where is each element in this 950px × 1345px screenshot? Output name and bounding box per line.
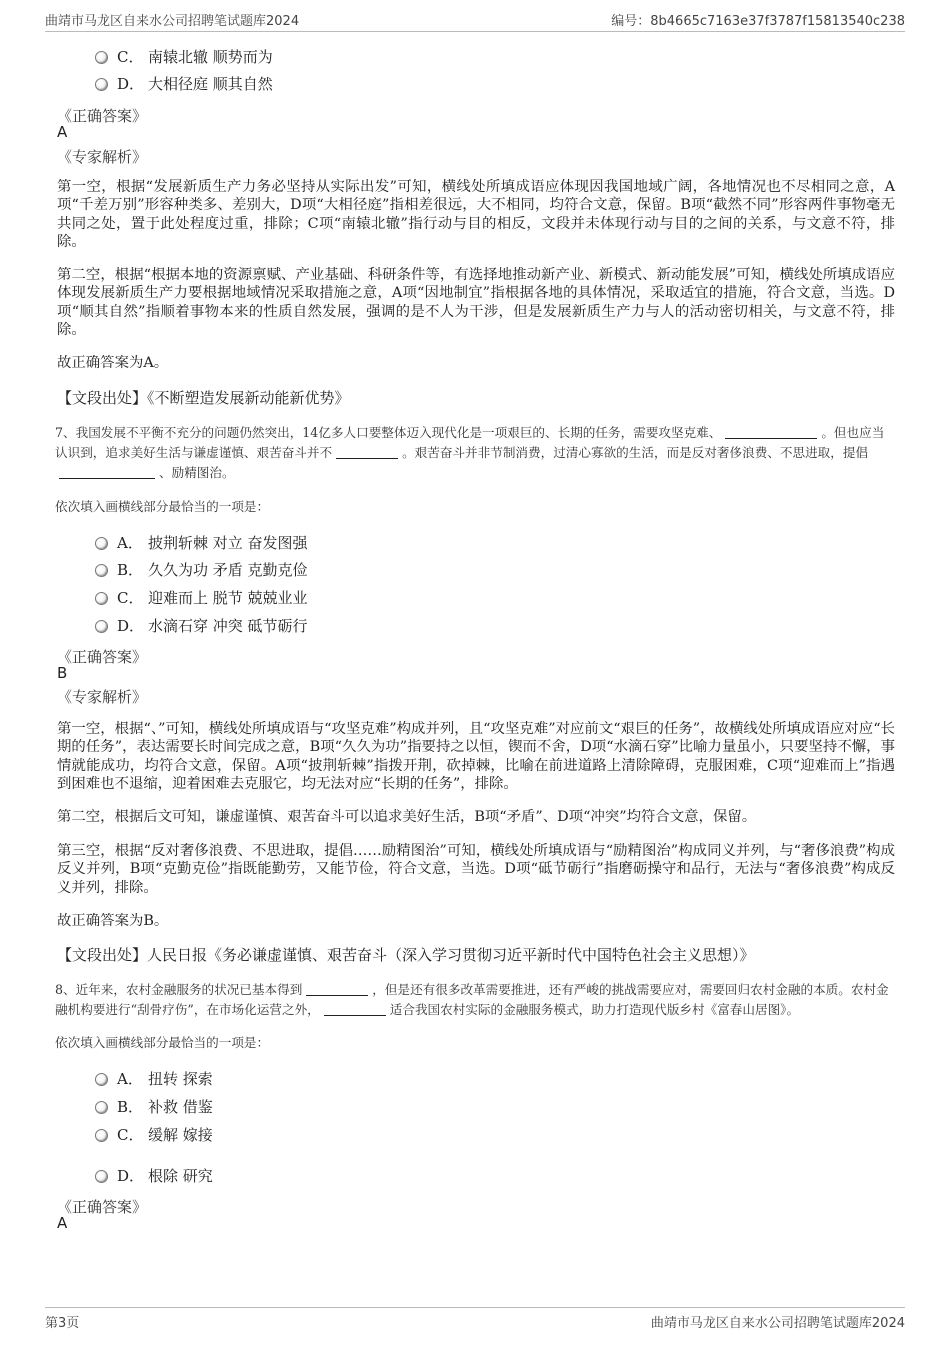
q8-question-text: 8、近年来，农村金融服务的状况已基本得到 ，但是还有很多改革需要推进，还有严峻的挑战需要应对，需要回归农村金融的本质。农村金融机构要进行“刮骨疗伤”，在市场化运营之外， 适合我国农村实际的金融服务模式，助力打造现代版乡村《富春山居图》。 (55, 982, 889, 1017)
q8-option-b[interactable]: B． 补救 借鉴 (95, 1097, 213, 1117)
q6-answer-label: 《正确答案》 (57, 107, 148, 125)
header-divider (45, 31, 905, 32)
q6-analysis-label: 《专家解析》 (57, 148, 148, 166)
q6-analysis-paragraph-2: 第二空，根据“根据本地的资源禀赋、产业基础、科研条件等，有选择地推动新产业、新模式、新动能发展”可知，横线处所填成语应体现发展新质生产力要根据地域情况采取措施之意，A项“因地制宜”指根据各地的具体情况，采取适宜的措施，符合文意，当选。D项“顺其自然”指顺着事物本来的性质自然发展，强调的是不人为干涉，但是发展新质生产力与人的活动密切相关，与文意不符，排除。 (57, 267, 895, 339)
q6-analysis-paragraph-1: 第一空，根据“发展新质生产力务必坚持从实际出发”可知，横线处所填成语应体现因我国地域广阔，各地情况也不尽相同之意，A项“千差万别”形容种类多、差别大，D项“大相径庭”指相差很远，大不相同，均符合文意，保留。B项“截然不同”形容两件事物毫无共同之处，置于此处程度过重，排除；C项“南辕北辙”指行动与目的相反，文段并未体现行动与目的之间的关系，与文意不符，排除。 (57, 179, 895, 251)
q6-analysis-conclusion: 故正确答案为A。 (57, 355, 169, 371)
q7-answer-label: 《正确答案》 (57, 648, 148, 666)
q7-option-c[interactable]: C． 迎难而上 脱节 兢兢业业 (95, 588, 308, 608)
q7-option-d[interactable]: D． 水滴石穿 冲突 砥节砺行 (95, 616, 308, 636)
header-doc-code: 编号：8b4665c7163e37f3787f15813540c238 (611, 14, 905, 29)
radio-button-icon[interactable] (95, 1170, 108, 1183)
q6-option-c[interactable]: C． 南辕北辙 顺势而为 (95, 47, 273, 67)
radio-button-icon[interactable] (95, 537, 108, 550)
q8-option-d[interactable]: D． 根除 研究 (95, 1166, 213, 1186)
radio-button-icon[interactable] (95, 620, 108, 633)
radio-button-icon[interactable] (95, 78, 108, 91)
radio-button-icon[interactable] (95, 564, 108, 577)
fill-blank (306, 982, 368, 996)
header-title: 曲靖市马龙区自来水公司招聘笔试题库2024 (45, 14, 300, 29)
q7-answer-value: B (57, 664, 68, 682)
fill-blank (336, 445, 398, 459)
q8-option-c[interactable]: C． 缓解 嫁接 (95, 1125, 213, 1145)
q8-answer-label: 《正确答案》 (57, 1198, 148, 1216)
q6-option-d[interactable]: D． 大相径庭 顺其自然 (95, 74, 273, 94)
radio-button-icon[interactable] (95, 1101, 108, 1114)
footer-page-number: 第3页 (45, 1316, 80, 1331)
q6-answer-value: A (57, 123, 68, 141)
radio-button-icon[interactable] (95, 1073, 108, 1086)
radio-button-icon[interactable] (95, 51, 108, 64)
fill-blank (324, 1002, 386, 1016)
q7-analysis-paragraph-3: 第三空，根据“反对奢侈浪费、不思进取，提倡……励精图治”可知，横线处所填成语与“励精图治”构成同义并列，与“奢侈浪费”构成反义并列，B项“克勤克俭”指既能勤劳，又能节俭，符合文意，当选。D项“砥节砺行”指磨砺操守和品行，无法与“奢侈浪费”构成反义并列，排除。 (57, 843, 895, 896)
q7-question-text: 7、我国发展不平衡不充分的问题仍然突出，14亿多人口要整体迈入现代化是一项艰巨的、长期的任务，需要攻坚克难、 。但也应当认识到，追求美好生活与谦虚谨慎、艰苦奋斗并不 。艰苦奋斗并非节制消费，过清心寡欲的生活，而是反对奢侈浪费、不思进取，提倡、励精图治。 (55, 425, 885, 480)
q7-analysis-paragraph-1: 第一空，根据“、”可知，横线处所填成语与“攻坚克难”构成并列，且“攻坚克难”对应前文“艰巨的任务”，故横线处所填成语应对应“长期的任务”，表达需要长时间完成之意，B项“久久为功”指要持之以恒，锲而不舍，D项“水滴石穿”比喻力量虽小，只要坚持不懈，事情就能成功，均符合文意，保留。A项“披荆斩棘”指拨开荆，砍掉棘，比喻在前进道路上清除障碍，克服困难，C项“迎难而上”指遇到困难也不退缩，迎着困难去克服它，均无法对应“长期的任务”，排除。 (57, 721, 895, 793)
q6-source: 【文段出处】《不断塑造发展新动能新优势》 (57, 389, 350, 407)
radio-button-icon[interactable] (95, 1129, 108, 1142)
q7-source: 【文段出处】人民日报《务必谦虚谨慎、艰苦奋斗（深入学习贯彻习近平新时代中国特色社会主义思想）》 (57, 946, 755, 964)
q8-prompt: 依次填入画横线部分最恰当的一项是： (55, 1035, 270, 1050)
q8-option-a[interactable]: A． 扭转 探索 (95, 1069, 213, 1089)
footer-title: 曲靖市马龙区自来水公司招聘笔试题库2024 (650, 1316, 905, 1331)
fill-blank (59, 465, 155, 479)
q7-option-b[interactable]: B． 久久为功 矛盾 克勤克俭 (95, 560, 308, 580)
fill-blank (725, 425, 817, 439)
footer-divider (45, 1307, 905, 1308)
q7-analysis-paragraph-2: 第二空，根据后文可知，谦虚谨慎、艰苦奋斗可以追求美好生活，B项“矛盾”、D项“冲突”均符合文意，保留。 (57, 809, 757, 825)
q7-analysis-conclusion: 故正确答案为B。 (57, 913, 169, 929)
q7-prompt: 依次填入画横线部分最恰当的一项是： (55, 499, 270, 514)
q7-analysis-label: 《专家解析》 (57, 688, 148, 706)
radio-button-icon[interactable] (95, 592, 108, 605)
q7-option-a[interactable]: A． 披荆斩棘 对立 奋发图强 (95, 533, 308, 553)
q8-answer-value: A (57, 1214, 68, 1232)
